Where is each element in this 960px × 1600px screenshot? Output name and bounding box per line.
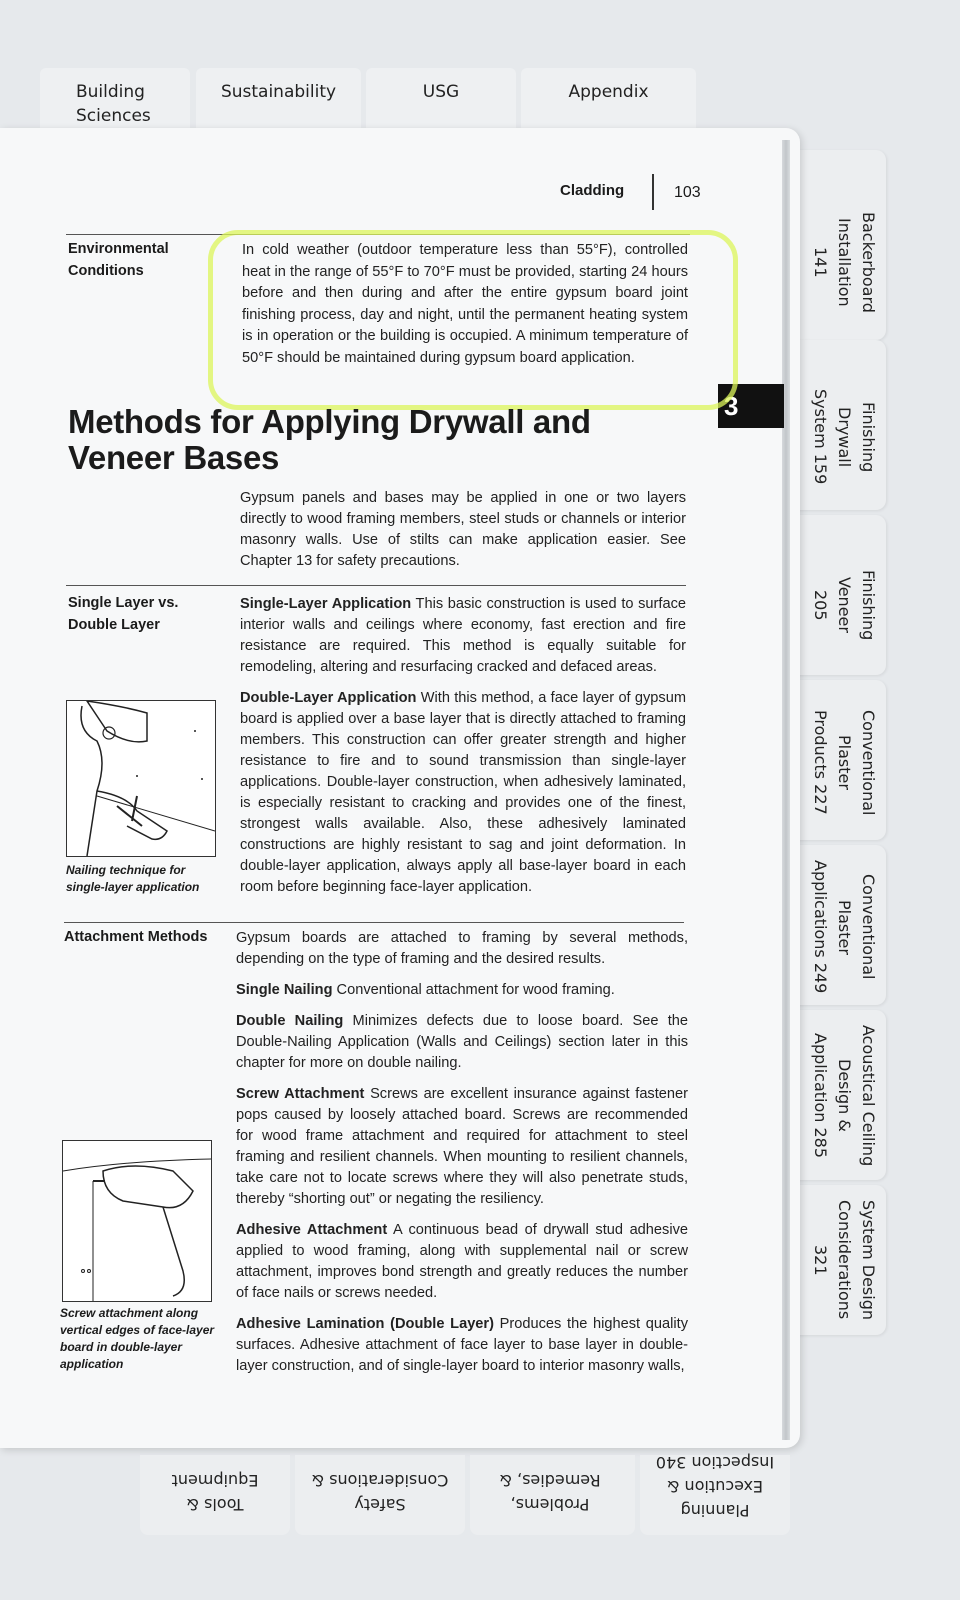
section-divider [64,922,684,923]
section-divider [66,585,686,586]
double-layer-title: Double-Layer Application [240,690,417,706]
side-tab-label: Conventional Plaster Products 227 [811,709,878,816]
screw-illustration [62,1140,212,1302]
side-tab-label: Acoustical Ceiling Design & Application 285 [811,1024,878,1167]
running-header-section: Cladding [560,182,625,199]
double-nailing-title: Double Nailing [236,1013,344,1029]
side-tab-label: Finishing Drywall System 159 [811,389,878,485]
screw-caption: Screw attachment along vertical edges of face-layer board in double-layer application [60,1306,215,1371]
side-tab-label: Conventional Plaster Applications 249 [811,860,878,994]
adhesive-attachment-title: Adhesive Attachment [236,1222,388,1238]
page-edge [782,140,790,1440]
adhesive-attachment-text: A continuous bead of drywall stud adhesive applied to wood framing, along with supplemental nail or screw attachment, improves bond strength and greatly reduces the number of face nails or screws needed. [236,1222,688,1301]
attachment-methods-label: Attachment Methods [64,929,208,945]
double-layer-text: With this method, a face layer of gypsum board is applied over a base layer that is directly attached to framing members. This construction can offer greater strength and higher resistance to fire and to sound transmission than single-layer applications. Double-layer construction, when adhesively laminated, is especially resistant to cracking and provides one of the finest, strongest walls available. Also, these adhesively laminated constructions are highly resistant to sag and joint deformation. In double-layer application, always apply all base-layer board in each room before beginning face-layer application. [240,690,686,895]
single-layer-title: Single-Layer Application [240,596,412,612]
highlighter-mark [208,230,738,410]
layers-text [240,594,686,908]
bottom-tab-label: Planning Execution & Inspection 340 [655,1453,775,1520]
side-tab-label: Backerboard Installation 141 [811,211,878,313]
page-title: Methods for Applying Drywall and Veneer Bases [68,403,591,476]
adhesive-lamination-title: Adhesive Lamination (Double Layer) [236,1316,494,1332]
side-tab-label: Finishing Veneer 205 [811,569,878,641]
layers-label: Single Layer vs. Double Layer [68,595,179,633]
chapter-tab: 3 [718,384,784,428]
header-divider [652,174,654,210]
tab-label: Building Sciences [76,82,151,126]
tab-label: USG [422,82,460,102]
adhesive-lamination-text: Produces the highest quality surfaces. Adhesive attachment of face layer to base layer in double-layer construction, and of single-layer board to interior masonry walls, [236,1316,688,1374]
bottom-tab-label: Tools & Equipment [171,1471,259,1514]
tab-label: Appendix [568,82,649,102]
single-layer-text: This basic construction is used to surface interior walls and ceilings where economy, fast erection and fire resistance are required. This method is equally suitable for remodeling, altering and resurfacing cracked and defaced areas. [240,596,686,675]
single-nailing-text: Conventional attachment for wood framing. [332,982,615,998]
attachment-intro: Gypsum boards are attached to framing by several methods, depending on the type of framing and the desired results. [236,930,688,967]
bottom-tab-label: Problems, Remedies, & [499,1471,601,1514]
single-nailing-title: Single Nailing [236,982,333,998]
attachment-text [236,928,688,1387]
tab-label: Sustainability [220,82,337,102]
page-number: 103 [674,184,701,201]
env-conditions-text: In cold weather (outdoor temperature less than 55°F), controlled heat in the range of 55°F to 70°F must be provided, starting 24 hours before and then during and after the entire gypsum board joint finishing process, day and night, until the permanent heating system is in operation or the building is occupied. A minimum temperature of 50°F should be maintained during gypsum board application. [242,242,688,366]
side-tab-label: System Design Considerations 321 [811,1200,878,1320]
bottom-tab-label: Safety Considerations & [311,1471,449,1514]
intro-paragraph: Gypsum panels and bases may be applied in one or two layers directly to wood framing members, steel studs or channels or interior masonry walls. Use of stilts can make application easier. See Chapter 13 for safety precautions. [240,490,686,569]
nailing-caption: Nailing technique for single-layer application [66,863,200,894]
double-nailing-text: Minimizes defects due to loose board. See the Double-Nailing Application (Walls and Ceilings) section later in this chapter for more on double nailing. [236,1013,689,1071]
screw-attachment-text: Screws are excellent insurance against fastener pops caused by loosely attached board. Screws are recommended for wood frame attachment and required for attachment to steel framing and resilient channels. When mounting to resilient channels, take care not to locate screws where they will also penetrate studs, thereby “shorting out” or negating the resiliency. [236,1086,688,1207]
screw-attachment-title: Screw Attachment [236,1086,365,1102]
nailing-illustration [66,700,216,857]
env-conditions-label: Environmental Conditions [68,241,169,279]
